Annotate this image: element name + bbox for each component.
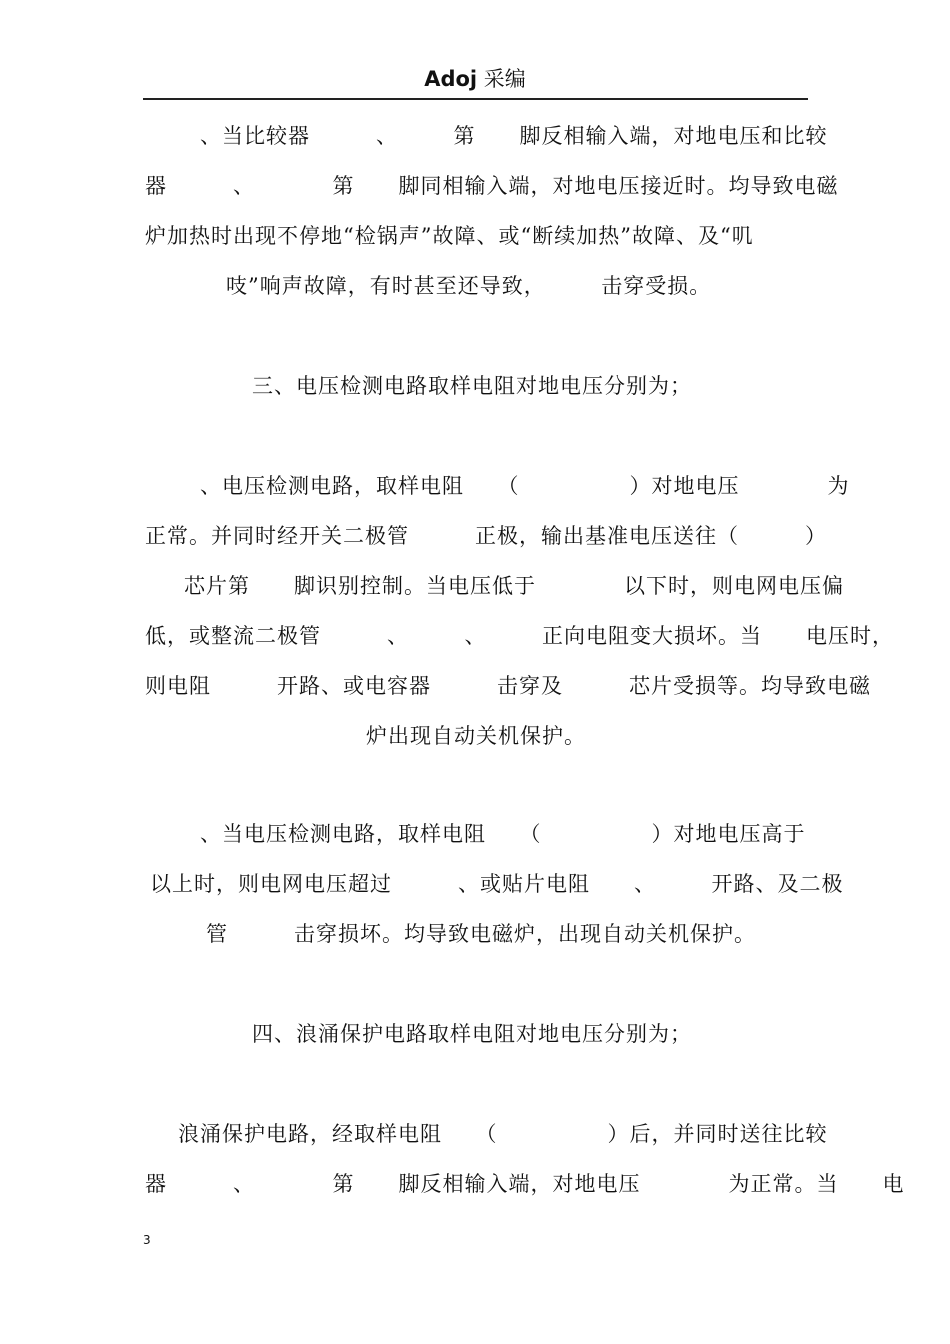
page-header	[0, 64, 950, 94]
body-line: 以上时，则电网电压超过 、或贴片电阻 、 开路、及二极	[150, 872, 844, 896]
body-line: 则电阻 开路、或电容器 击穿及 芯片受损等。均导致电磁	[145, 674, 871, 698]
body-line: 低，或整流二极管 、 、 正向电阻变大损坏。当 电压时，	[145, 624, 894, 648]
header-brand: Adoj	[424, 67, 478, 91]
body-line: 管 击穿损坏。均导致电磁炉，出现自动关机保护。	[206, 922, 756, 946]
body-line: 、当比较器 、 第 脚反相输入端，对地电压和比较	[200, 124, 828, 148]
body-line: 正常。并同时经开关二极管 正极，输出基准电压送往（ ）	[145, 524, 827, 548]
body-line: 器 、 第 脚同相输入端，对地电压接近时。均导致电磁	[145, 174, 839, 198]
header-divider	[143, 98, 808, 100]
body-line: 、当电压检测电路，取样电阻 （ ）对地电压高于	[200, 822, 806, 846]
section-heading: 三、电压检测电路取样电阻对地电压分别为；	[252, 374, 692, 398]
body-line: 吱”响声故障，有时甚至还导致， 击穿受损。	[226, 274, 712, 298]
body-line: 器 、 第 脚反相输入端，对地电压 为正常。当 电	[145, 1172, 905, 1196]
body-line: 浪涌保护电路，经取样电阻 （ ）后，并同时送往比较	[178, 1122, 828, 1146]
body-line: 炉加热时出现不停地“检锅声”故障、或“断续加热”故障、及“叽	[145, 224, 754, 248]
page-number: 3	[143, 1233, 151, 1247]
body-line: 芯片第 脚识别控制。当电压低于 以下时，则电网电压偏	[184, 574, 844, 598]
section-heading: 四、浪涌保护电路取样电阻对地电压分别为；	[252, 1022, 692, 1046]
body-line: 、电压检测电路，取样电阻 （ ）对地电压 为	[200, 474, 850, 498]
body-line: 炉出现自动关机保护。	[366, 724, 586, 748]
header-suffix: 采编	[483, 67, 526, 91]
